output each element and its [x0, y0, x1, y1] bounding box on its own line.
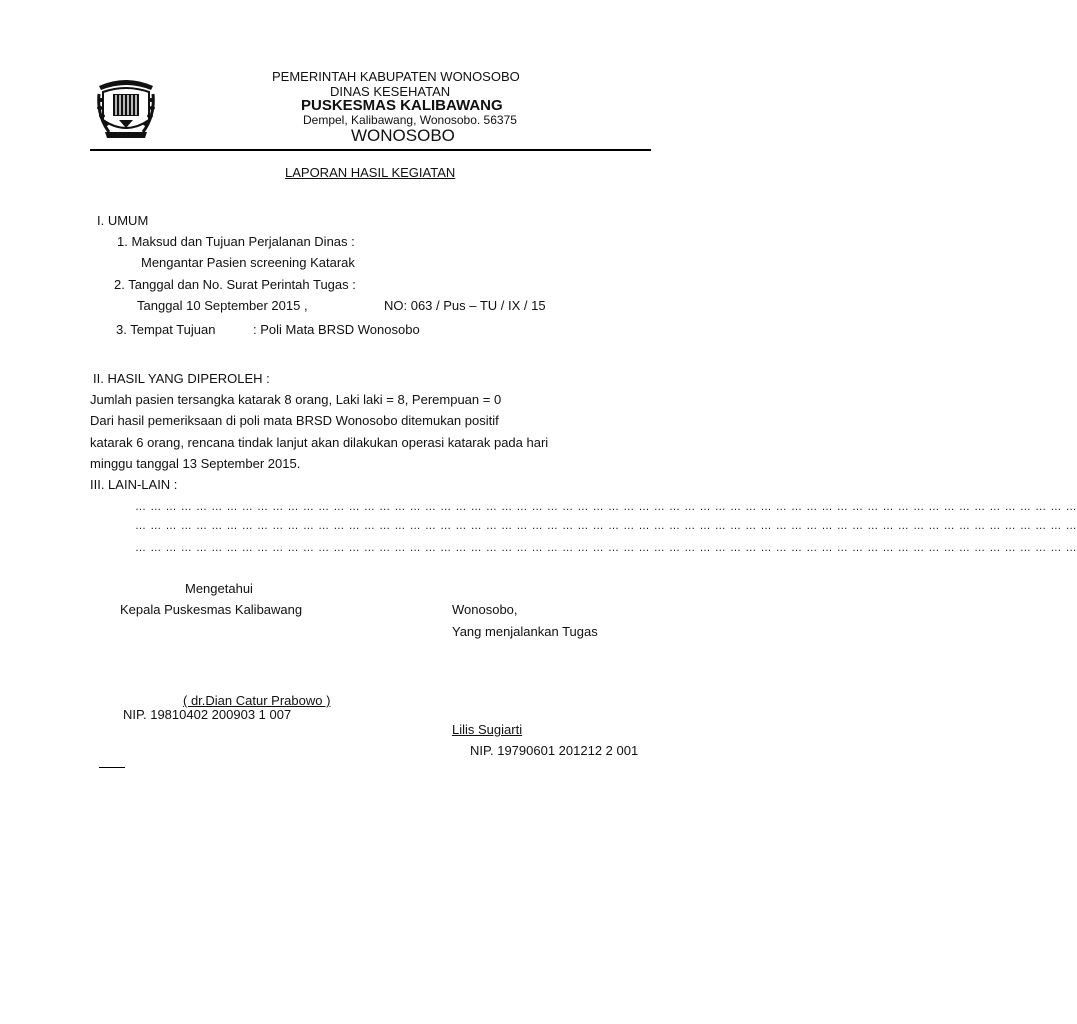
purpose-value: Mengantar Pasien screening Katarak	[141, 255, 355, 270]
results-line-4: minggu tanggal 13 September 2015.	[90, 456, 301, 471]
regency-emblem-icon	[95, 76, 157, 142]
results-line-2: Dari hasil pemeriksaan di poli mata BRSD Wonosobo ditemukan positif	[90, 413, 499, 428]
other-dotted-line-1: … … … … … … … … … … … … … … … … … … … … … … … … … … … … … … … … … … … … … … … … … … … … … … … … … … … … … … … … … … … … … …	[135, 501, 1077, 513]
letterhead-department: DINAS KESEHATAN	[330, 84, 451, 99]
assignment-letter-label: 2. Tanggal dan No. Surat Perintah Tugas :	[114, 277, 356, 292]
purpose-label: 1. Maksud dan Tujuan Perjalanan Dinas :	[117, 234, 355, 249]
footer-short-rule	[99, 767, 125, 768]
head-position: Kepala Puskesmas Kalibawang	[120, 602, 303, 617]
letterhead-puskesmas: PUSKESMAS KALIBAWANG	[301, 97, 503, 114]
results-line-1: Jumlah pasien tersangka katarak 8 orang, Laki laki = 8, Perempuan = 0	[90, 392, 502, 407]
report-title: LAPORAN HASIL KEGIATAN	[285, 165, 456, 180]
head-name: ( dr.Dian Catur Prabowo )	[183, 693, 331, 708]
executor-name: Lilis Sugiarti	[452, 722, 523, 737]
destination-label: 3. Tempat Tujuan	[116, 322, 216, 337]
results-line-3: katarak 6 orang, rencana tindak lanjut akan dilakukan operasi katarak pada hari	[90, 435, 549, 450]
executor-nip: NIP. 19790601 201212 2 001	[470, 743, 639, 758]
executor-role: Yang menjalankan Tugas	[452, 624, 598, 639]
assignment-number: NO: 063 / Pus – TU / IX / 15	[384, 298, 546, 313]
section-other-heading: III. LAIN-LAIN :	[90, 477, 178, 492]
other-dotted-line-3: … … … … … … … … … … … … … … … … … … … … … … … … … … … … … … … … … … … … … … … … … … … … … … … … … … … … … … … … … … … … … …	[135, 542, 1077, 554]
signing-place: Wonosobo,	[452, 602, 518, 617]
section-umum-heading: I. UMUM	[97, 213, 149, 228]
letterhead-city: WONOSOBO	[351, 126, 455, 145]
assignment-date: Tanggal 10 September 2015 ,	[137, 298, 308, 313]
letterhead-divider	[90, 149, 651, 151]
acknowledged-label: Mengetahui	[185, 581, 253, 596]
section-results-heading: II. HASIL YANG DIPEROLEH :	[93, 371, 270, 386]
other-dotted-line-2: … … … … … … … … … … … … … … … … … … … … … … … … … … … … … … … … … … … … … … … … … … … … … … … … … … … … … … … … … … … … … …	[135, 520, 1077, 532]
destination-value: : Poli Mata BRSD Wonosobo	[253, 322, 420, 337]
head-nip: NIP. 19810402 200903 1 007	[123, 707, 292, 722]
letterhead-government: PEMERINTAH KABUPATEN WONOSOBO	[272, 69, 520, 84]
letterhead-address: Dempel, Kalibawang, Wonosobo. 56375	[303, 113, 517, 127]
